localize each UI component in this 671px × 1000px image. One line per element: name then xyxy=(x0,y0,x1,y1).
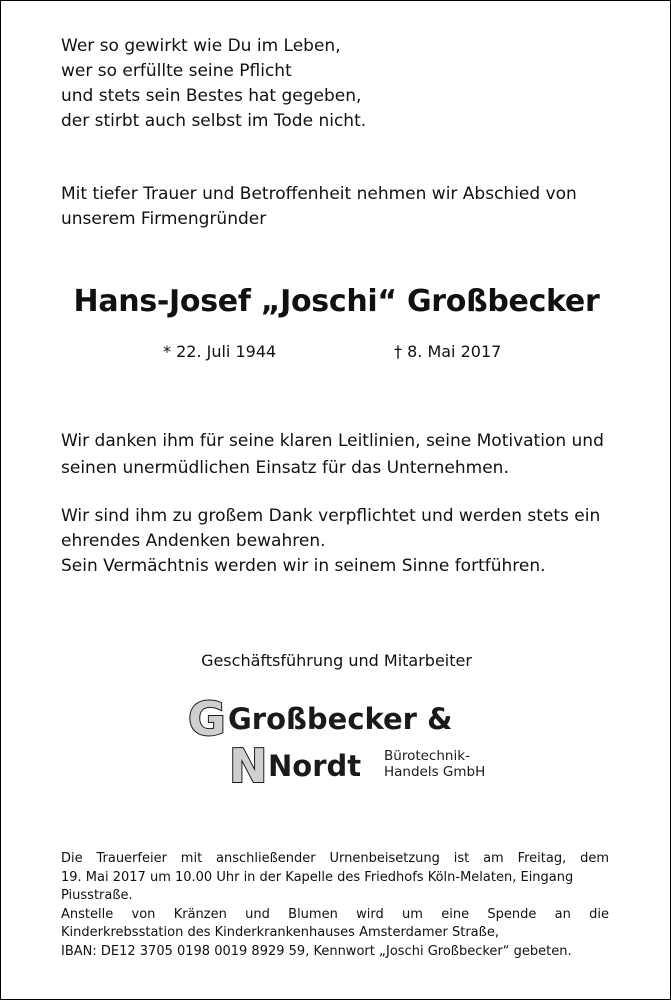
memorial-poem xyxy=(61,34,366,134)
logo-letter-g: G xyxy=(188,692,226,746)
intro-text xyxy=(61,182,577,232)
logo-line-2: Nordt xyxy=(268,749,362,783)
poem-line: wer so erfüllte seine Pflicht xyxy=(61,61,292,81)
logo-line-1: Großbecker & xyxy=(228,702,453,736)
logo-letter-n: N xyxy=(229,739,268,791)
paragraph-line: ehrendes Andenken bewahren. xyxy=(61,531,326,551)
poem-line: und stets sein Bestes hat gegeben, xyxy=(61,86,362,106)
paragraph-line: Sein Vermächtnis werden wir in seinem Sinne fortführen. xyxy=(61,556,546,576)
paragraph-line: seinen unermüdlichen Einsatz für das Unternehmen. xyxy=(61,458,509,478)
birth-date: * 22. Juli 1944 xyxy=(163,342,277,361)
company-logo xyxy=(186,689,496,791)
signature-line: Geschäftsführung und Mitarbeiter xyxy=(201,651,472,670)
logo-subline-1: Bürotechnik- xyxy=(384,748,470,764)
notice-line: Kinderkrebsstation des Kinderkrankenhauses Amsterdamer Straße, xyxy=(61,925,499,940)
deceased-name: Hans-Josef „Joschi“ Großbecker xyxy=(73,284,600,319)
paragraph-line: Wir danken ihm für seine klaren Leitlinien, seine Motivation und xyxy=(61,431,604,451)
notice-line: Die Trauerfeier mit anschließender Urnenbeisetzung ist am Freitag, dem xyxy=(61,851,609,866)
logo-subline-2: Handels GmbH xyxy=(384,764,486,780)
poem-line: Wer so gewirkt wie Du im Leben, xyxy=(61,36,341,56)
funeral-notice xyxy=(61,850,609,961)
paragraph-line: Wir sind ihm zu großem Dank verpflichtet und werden stets ein xyxy=(61,506,601,526)
notice-line: IBAN: DE12 3705 0198 0019 8929 59, Kennwort „Joschi Großbecker“ gebeten. xyxy=(61,943,572,959)
intro-line: Mit tiefer Trauer und Betroffenheit nehmen wir Abschied von xyxy=(61,184,577,204)
death-date: † 8. Mai 2017 xyxy=(394,342,502,361)
notice-line: Piusstraße. xyxy=(61,888,133,903)
poem-line: der stirbt auch selbst im Tode nicht. xyxy=(61,111,367,131)
gratitude-paragraph xyxy=(61,428,604,482)
obligation-paragraph xyxy=(61,504,600,579)
notice-line: 19. Mai 2017 um 10.00 Uhr in der Kapelle des Friedhofs Köln-Melaten, Eingang xyxy=(61,869,574,885)
notice-line: Anstelle von Kränzen und Blumen wird um eine Spende an die xyxy=(61,906,609,922)
intro-line: unserem Firmengründer xyxy=(61,209,267,229)
